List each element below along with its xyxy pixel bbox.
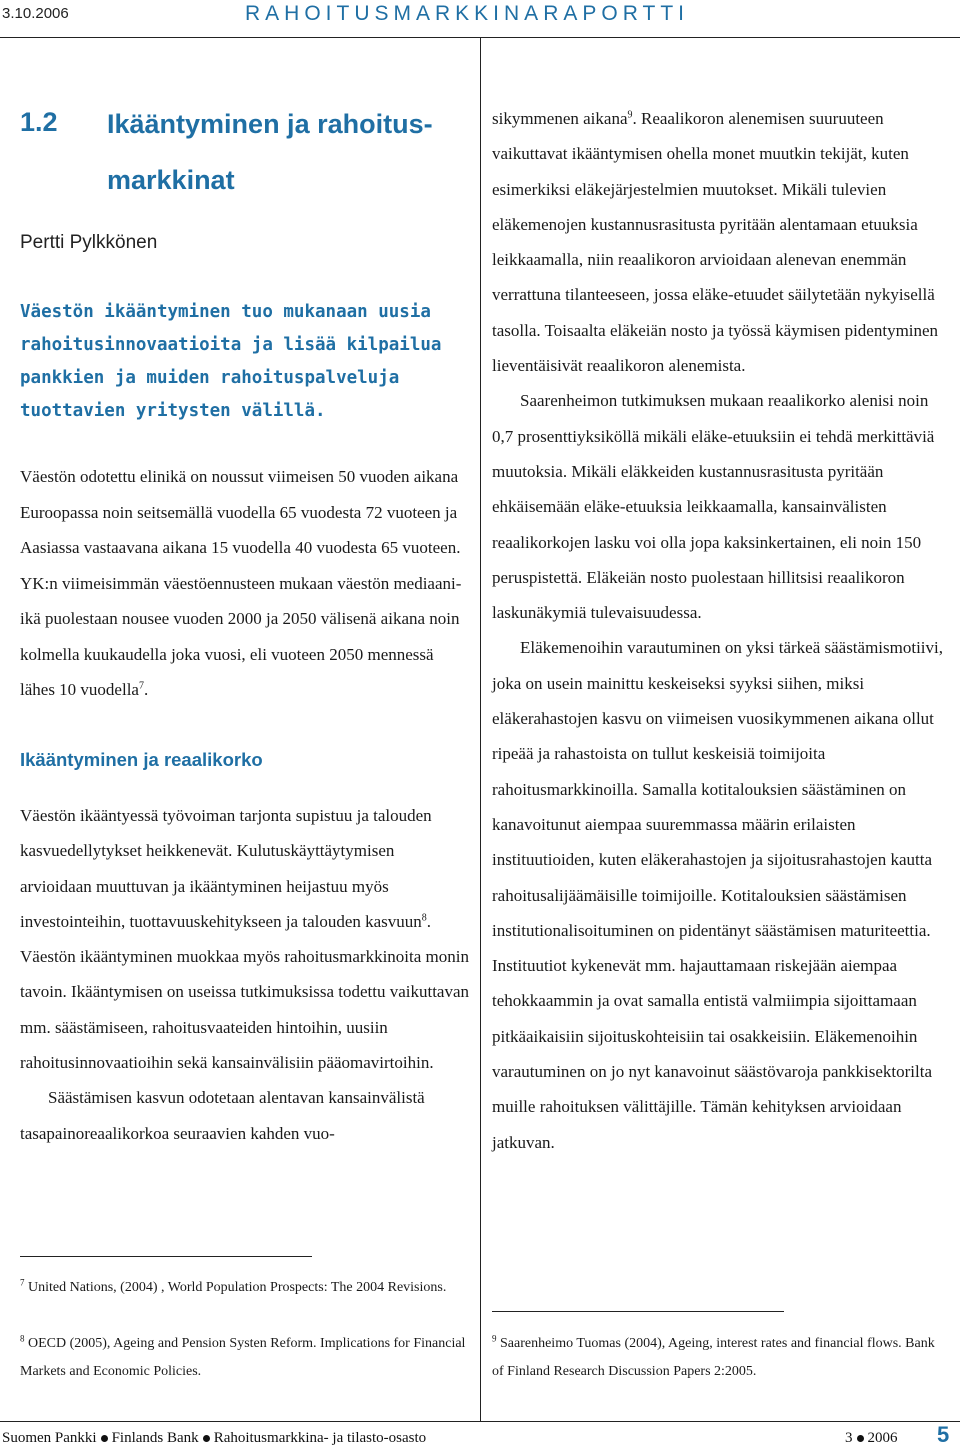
footnote-rule-right <box>492 1311 784 1312</box>
footer-issue <box>845 1430 898 1447</box>
page-number: 5 <box>937 1422 950 1447</box>
right-paragraph-1b: . Reaalikoron alenemisen suuruuteen vaikuttavat ikääntymisen ohella monet muutkin tekijät, kuten esimerkiksi eläkejärjestelmien muutokset. Mikäli tulevien eläkemenojen kustannusrasitusta pyritään alentamaan etuuksia leikkaamalla, niin reaalikoron arvioidaan alenevan enemmän verrattuna tilanteeseen, jossa eläke-etuudet säilytetään nykyisellä tasolla. Toisaalta eläkeiän nosto ja työssä käymisen pidentyminen lieventäisivät reaalikoron alenemista. <box>492 109 939 376</box>
bullet-icon <box>857 1435 864 1442</box>
body-paragraph-3: Säästämisen kasvun odotetaan alentavan kansainvälistä tasapainoreaalikorkoa seuraavien kahden vuo- <box>20 1088 425 1143</box>
footnote-8 <box>20 1330 470 1386</box>
body-paragraph-1 <box>20 459 470 708</box>
footnote-8-number: 8 <box>20 1333 25 1344</box>
right-column <box>492 101 944 1160</box>
lead-paragraph: Väestön ikääntyminen tuo mukanaan uusia rahoitusinnovaatioita ja lisää kilpailua pankkien ja muiden rahoituspalveluja tuottavien yritysten välillä. <box>20 302 442 421</box>
column-divider <box>480 37 481 1422</box>
section-title <box>107 107 467 197</box>
footer-rule <box>0 1421 960 1422</box>
footnote-9 <box>492 1330 944 1386</box>
bullet-icon <box>101 1435 108 1442</box>
bullet-icon <box>203 1435 210 1442</box>
footnote-rule-left <box>20 1256 312 1257</box>
footer-series: Rahoitusmarkkina- ja tilasto-osasto <box>213 1430 427 1446</box>
footer-org <box>2 1430 426 1447</box>
publication-title: RAHOITUSMARKKINARAPORTTI <box>245 2 689 25</box>
footnote-ref-7: 7 <box>138 680 144 692</box>
body-paragraph-2b: . Väestön ikääntyminen muokkaa myös rahoitusmarkkinoita monin tavoin. Ikääntymisen on useissa tutkimuksissa todettu vaikuttavan mm. säästämiseen, rahoitusvaateiden hintoihin, uusiin rahoitusinnovaatioihin sekä kansainvälisiin pääomavirtoihin. <box>20 911 470 1073</box>
body-paragraph-2 <box>20 798 470 1151</box>
right-paragraph-3: Eläkemenoihin varautuminen on yksi tärkeä säästämismotiivi, joka on usein mainittu keskeiseksi syyksi siihen, miksi eläkerahastojen kasvu on viimeisen vuosikymmenen aikana ollut ripeää ja rahastoista on tullut keskeisiä toimijoita rahoitusmarkkinoilla. Samalla kotitalouksien säästäminen on kanavoitunut aiempaa suuremmassa määrin erilaisten instituutioiden, kuten eläkerahastojen ja sijoitusrahastojen kautta rahoitusalijäämäisille toimijoille. Kotitalouksien säästämisen institutionalisoituminen on pidentänyt säästämisen maturiteettia. Instituutiot kykenevät mm. hajauttamaan riskejään aiempaa tehokkaammin ja ovat samalla entistä valmiimpia sijoittamaan pitkäaikaisiin sijoituskohteisiin tai osakkeisiin. Eläkemenoihin varautuminen on jo nyt kanavoinut säästövaroja pankkisektorilta muille rahoituksen välittäjille. Tämän kehityksen arvioidaan jatkuvan. <box>492 638 944 1152</box>
body-paragraph-1-text: Väestön odotettu elinikä on noussut viimeisen 50 vuoden aikana Euroopassa noin seitsemällä vuodella 65 vuodesta 72 vuoteen ja Aasiassa vastaavana aikana 15 vuodella 40 vuodesta 65 vuoteen. YK:n viimeisimmän väestöennusteen mukaan väestön mediaani-ikä puolestaan nousee vuoden 2000 ja 2050 välisenä aikana noin kolmella kuukaudella joka vuosi, eli vuoteen 2050 mennessä lähes 10 vuodella <box>20 467 462 699</box>
right-paragraph-1a: sikymmenen aikana <box>492 109 628 128</box>
section-number: 1.2 <box>20 107 58 137</box>
section-title-line2: markkinat <box>107 165 235 195</box>
footer-issue-number: 3 <box>845 1430 853 1446</box>
footnote-ref-9: 9 <box>627 109 633 121</box>
footer-issue-year: 2006 <box>867 1430 898 1446</box>
header-date: 3.10.2006 <box>2 5 69 22</box>
footnote-7-text: United Nations, (2004) , World Population Prospects: The 2004 Revisions. <box>28 1280 447 1295</box>
body-paragraph-2a: Väestön ikääntyessä työvoiman tarjonta supistuu ja talouden kasvuedellytykset heikkenevät. Kulutuskäyttäytymisen arvioidaan muuttuvan ja ikääntyminen heijastuu myös investointeihin, tuottavuuskehitykseen ja talouden kasvuun <box>20 806 432 931</box>
body-paragraph-2-text <box>20 798 470 1080</box>
footnote-7-number: 7 <box>20 1277 25 1288</box>
section-title-line1: Ikääntyminen ja rahoitus- <box>107 109 433 139</box>
footnote-9-text: Saarenheimo Tuomas (2004), Ageing, interest rates and financial flows. Bank of Finland Research Discussion Papers 2:2005. <box>492 1336 935 1379</box>
footer-org-fi: Suomen Pankki <box>2 1430 97 1446</box>
body-paragraph-1-end: . <box>143 680 149 699</box>
footer-org-sv: Finlands Bank <box>111 1430 199 1446</box>
right-paragraph-2: Saarenheimon tutkimuksen mukaan reaalikorko alenisi noin 0,7 prosenttiyksiköllä mikäli eläke-etuuksiin ei tehdä merkittäviä muutoksia. Mikäli eläkkeiden kustannusrasitusta pyritään ehkäisemään eläke-etuuksia leikkaamalla, kansainvälisten reaalikorkojen lasku voi olla jopa kaksinkertainen, eli noin 150 peruspistettä. Eläkeiän nosto puolestaan hillitsisi reaalikoron laskunäkymiä tulevaisuudessa. <box>492 391 935 623</box>
footnote-9-number: 9 <box>492 1333 497 1344</box>
footnote-7 <box>20 1274 470 1302</box>
subheading: Ikääntyminen ja reaalikorko <box>20 749 263 770</box>
footnote-ref-8: 8 <box>421 912 427 924</box>
right-paragraph-1 <box>492 101 944 383</box>
footnote-8-text: OECD (2005), Ageing and Pension Systen Reform. Implications for Financial Markets and Economic Policies. <box>20 1336 466 1379</box>
author: Pertti Pylkkönen <box>20 232 158 253</box>
